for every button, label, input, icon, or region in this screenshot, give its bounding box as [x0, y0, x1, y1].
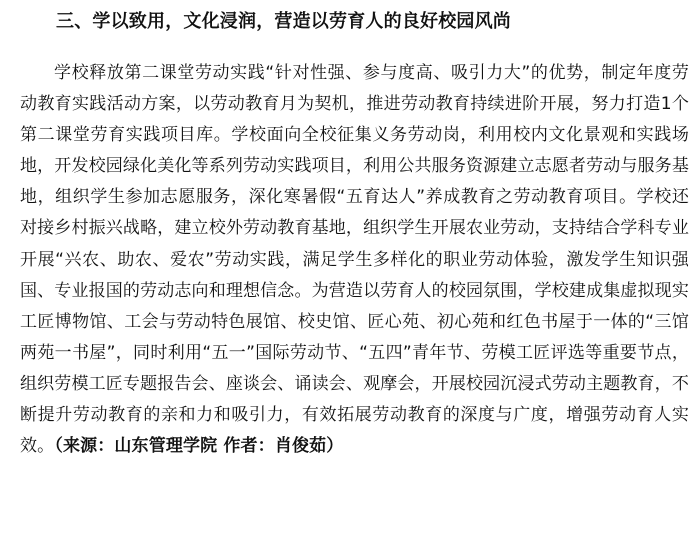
paragraph-text: 学校释放第二课堂劳动实践“针对性强、参与度高、吸引力大”的优势，制定年度劳动教育实践活动方案，以劳动教育月为契机，推进劳动教育持续进阶开展，努力打造1个第二课堂劳育实践项目库。学校面向全校征集义务劳动岗，利用校内文化景观和实践场地，开发校园绿化美化等系列劳动实践项目，利用公共服务资源建立志愿者劳动与服务基地，组织学生参加志愿服务，深化寒暑假“五育达人”养成教育之劳动教育项目。学校还对接乡村振兴战略，建立校外劳动教育基地，组织学生开展农业劳动，支持结合学科专业开展“兴农、助农、爱农”劳动实践，满足学生多样化的职业劳动体验，激发学生知识强国、专业报国的劳动志向和理想信念。为营造以劳育人的校园氛围，学校建成集虚拟现实工匠博物馆、工会与劳动特色展馆、校史馆、匠心苑、初心苑和红色书屋于一体的“三馆两苑一书屋”，同时利用“五一”国际劳动节、“五四”青年节、劳模工匠评选等重要节点，组织劳模工匠专题报告会、座谈会、诵读会、观摩会，开展校园沉浸式劳动主题教育，不断提升劳动教育的亲和力和吸引力，有效拓展劳动教育的深度与广度，增强劳动育人实效。 — [20, 63, 689, 457]
article-paragraph — [20, 58, 689, 462]
source-attribution: （来源：山东管理学院 作者：肖俊茹） — [54, 436, 344, 457]
section-heading: 三、学以致用，文化浸润，营造以劳育人的良好校园风尚 — [56, 11, 511, 32]
